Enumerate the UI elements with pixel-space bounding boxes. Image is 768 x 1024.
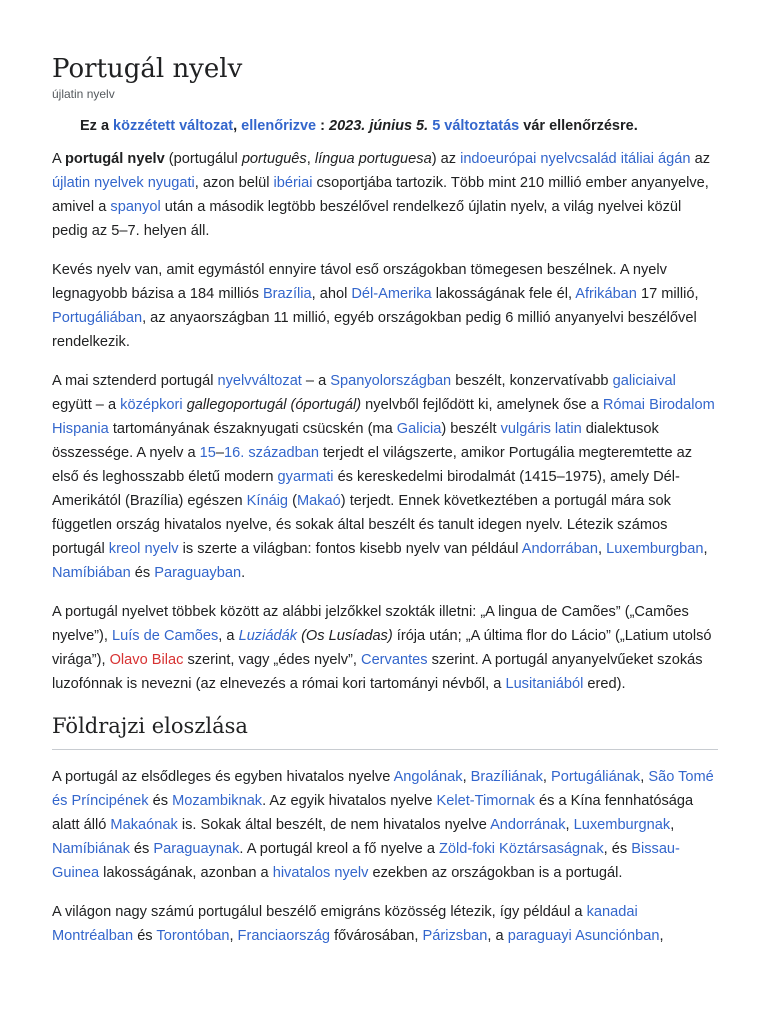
link-luis-de-camoes[interactable]: Luís de Camões xyxy=(112,628,219,644)
history-paragraph xyxy=(52,369,718,585)
link-makaonak[interactable]: Makaónak xyxy=(110,817,178,833)
italic-term: (Os Lusíadas) xyxy=(301,628,393,644)
published-version-link[interactable]: közzétett változat xyxy=(113,118,234,134)
review-date: 2023. június 5. xyxy=(329,118,429,134)
notice-text: : xyxy=(316,118,330,134)
text: ered). xyxy=(583,676,626,692)
link-kreol-nyelv[interactable]: kreol nyelv xyxy=(108,541,179,557)
text: , xyxy=(640,769,649,785)
text: ) beszélt xyxy=(441,421,501,437)
text: A portugál nyelvet többek között az alábbi jelzőkkel szokták illetni: „A lingua de Camões” („Camões nyelve”), xyxy=(52,604,689,644)
text: írója után; „A última flor do Lácio” („Latium utolsó virága”), xyxy=(52,628,712,668)
text: , az anyaországban 11 millió, egyéb országokban pedig 6 millió anyanyelvi beszélővel rendelkezik. xyxy=(52,310,697,350)
text: és kereskedelmi birodalmát (1415–1975), amely Dél-Amerikától (Brazília) egészen xyxy=(52,469,680,509)
text: terjedt el világszerte, amikor Portugália megteremtette az első és leghosszabb életű modern xyxy=(52,445,693,485)
text: , xyxy=(703,541,708,557)
text: , ahol xyxy=(311,286,352,302)
text: után a második legtöbb beszélővel rendelkező újlatin nyelv, a világ nyelvei közül pedig az 5–7. helyen áll. xyxy=(52,199,682,239)
link-portugalianak[interactable]: Portugáliának xyxy=(550,769,641,785)
text: az xyxy=(690,151,710,167)
notice-text: vár ellenőrzésre. xyxy=(519,118,638,134)
reviewed-link[interactable]: ellenőrizve xyxy=(241,118,317,134)
link-parizsban[interactable]: Párizsban xyxy=(422,928,488,944)
text: együtt – a xyxy=(52,397,121,413)
link-andorranak[interactable]: Andorrának xyxy=(490,817,566,833)
flagged-revision-notice xyxy=(80,116,638,136)
text: lakosságának, azonban a xyxy=(99,865,273,881)
text: , xyxy=(229,928,238,944)
text: és xyxy=(148,793,173,809)
text: fővárosában, xyxy=(330,928,423,944)
text: , xyxy=(670,817,675,833)
text: . Az egyik hivatalos nyelve xyxy=(262,793,437,809)
link-asuncionban[interactable]: Asunciónban xyxy=(575,928,660,944)
text: A xyxy=(52,151,65,167)
link-kelet-timornak[interactable]: Kelet-Timornak xyxy=(436,793,535,809)
page-subtitle: újlatin nyelv xyxy=(52,87,115,101)
notice-text: Ez a xyxy=(80,118,114,134)
link-torontoban[interactable]: Torontóban xyxy=(156,928,230,944)
italic-term: português xyxy=(241,151,307,167)
link-portugaliaban[interactable]: Portugáliában xyxy=(52,310,143,326)
emigrant-paragraph xyxy=(52,900,718,948)
text: ezekben az országokban is a portugál. xyxy=(368,865,623,881)
text: A mai sztenderd portugál xyxy=(52,373,218,389)
link-hispania[interactable]: Hispania xyxy=(52,421,109,437)
link-15[interactable]: 15 xyxy=(199,445,216,461)
link-hivatalos-nyelv[interactable]: hivatalos nyelv xyxy=(272,865,369,881)
link-franciaorszag[interactable]: Franciaország xyxy=(237,928,331,944)
speakers-paragraph xyxy=(52,258,718,354)
italic-term: Luziádák xyxy=(238,628,297,644)
text: ) az xyxy=(431,151,461,167)
text: , xyxy=(462,769,471,785)
text: . A portugál kreol a fő nyelve a xyxy=(239,841,439,857)
text: (portugálul xyxy=(164,151,242,167)
bold-term: portugál nyelv xyxy=(64,151,165,167)
link-indoeuropai[interactable]: indoeurópai xyxy=(460,151,537,167)
link-bissau-guinea[interactable]: Bissau-Guinea xyxy=(52,841,680,881)
link-galiciaival[interactable]: galiciaival xyxy=(612,373,676,389)
notice-text: , xyxy=(233,118,242,134)
link-kinaig[interactable]: Kínáig xyxy=(246,493,289,509)
link-brazilia[interactable]: Brazília xyxy=(262,286,312,302)
link-nyelvvaltozat[interactable]: nyelvváltozat xyxy=(217,373,302,389)
link-nyugati[interactable]: nyugati xyxy=(147,175,195,191)
text: és xyxy=(129,841,154,857)
link-luxemburgnak[interactable]: Luxemburgnak xyxy=(573,817,671,833)
text: szerint. A portugál anyanyelvűeket szokás luzofónnak is nevezni (az elnevezés a római kori tartományi névből, a xyxy=(52,652,703,692)
link-paraguaynak[interactable]: Paraguaynak xyxy=(153,841,240,857)
link-spanyol[interactable]: spanyol xyxy=(110,199,161,215)
link-romai-birodalom[interactable]: Római Birodalom xyxy=(602,397,715,413)
link-paraguayi[interactable]: paraguayi xyxy=(507,928,572,944)
text: – xyxy=(215,445,225,461)
link-namibiaban[interactable]: Namíbiában xyxy=(52,565,131,581)
link-luziadak[interactable] xyxy=(239,628,297,644)
text: , xyxy=(306,151,315,167)
link-gyarmati[interactable]: gyarmati xyxy=(277,469,334,485)
text: is. Sokak által beszélt, de nem hivatalos nyelve xyxy=(177,817,491,833)
link-luxemburgban[interactable]: Luxemburgban xyxy=(606,541,704,557)
text: Kevés nyelv van, amit egymástól ennyire távol eső országokban tömegesen beszélnek. A nyelv legnagyobb bázisa a 184 milliós xyxy=(52,262,667,302)
italic-term: língua portuguesa xyxy=(314,151,432,167)
text: , a xyxy=(487,928,508,944)
text: is szerte a világban: fontos kisebb nyelv van például xyxy=(178,541,522,557)
distribution-paragraph xyxy=(52,765,718,885)
link-paraguayban[interactable]: Paraguayban xyxy=(154,565,242,581)
link-kanadai[interactable]: kanadai xyxy=(586,904,638,920)
text: ) terjedt. Ennek következtében a portugál mára sok független ország hivatalos nyelve, és sokak által beszélt és tanult idegen nyelv. Létezik számos portugál xyxy=(52,493,671,557)
text: , és xyxy=(603,841,632,857)
link-del-amerika[interactable]: Dél-Amerika xyxy=(351,286,432,302)
text: , xyxy=(659,928,664,944)
article-content xyxy=(52,147,718,963)
link-kozepkori[interactable]: középkori xyxy=(120,397,183,413)
text: , azon belül xyxy=(194,175,274,191)
text: 17 millió, xyxy=(636,286,699,302)
link-braziliank[interactable]: Brazíliának xyxy=(470,769,543,785)
text: – a xyxy=(301,373,331,389)
link-lusitaniabol[interactable]: Lusitaniából xyxy=(505,676,584,692)
pending-changes-link[interactable]: 5 változtatás xyxy=(432,118,520,134)
link-namibianak[interactable]: Namíbiának xyxy=(52,841,130,857)
link-montrealban[interactable]: Montréalban xyxy=(52,928,134,944)
link-angolanak[interactable]: Angolának xyxy=(393,769,463,785)
link-nyelvcsalad[interactable]: nyelvcsalád xyxy=(540,151,617,167)
text: lakosságának fele él, xyxy=(431,286,576,302)
link-galicia[interactable]: Galicia xyxy=(396,421,442,437)
text: ( xyxy=(288,493,297,509)
text: beszélt, konzervatívabb xyxy=(451,373,613,389)
link-afrikaban[interactable]: Afrikában xyxy=(575,286,637,302)
text: A világon nagy számú portugálul beszélő emigráns közösség létezik, így például a xyxy=(52,904,587,920)
text: , xyxy=(565,817,574,833)
text: A portugál az elsődleges és egyben hivatalos nyelve xyxy=(52,769,394,785)
text: és xyxy=(130,565,155,581)
section-heading: Földrajzi eloszlása xyxy=(52,711,718,750)
link-zold-foki[interactable]: Zöld-foki Köztársaságnak xyxy=(439,841,604,857)
text: , a xyxy=(218,628,239,644)
text: . xyxy=(241,565,246,581)
epithets-paragraph xyxy=(52,600,718,696)
text: csoportjába tartozik. Több mint 210 millió ember anyanyelve, amivel a xyxy=(52,175,709,215)
text: nyelvből fejlődött ki, amelynek őse a xyxy=(361,397,603,413)
link-olavo-bilac[interactable]: Olavo Bilac xyxy=(109,652,184,668)
link-sao-tome[interactable]: São Tomé és Príncipének xyxy=(52,769,714,809)
text: és a Kína fennhatósága alatt álló xyxy=(52,793,694,833)
page-title: Portugál nyelv xyxy=(52,54,243,84)
italic-term: gallegoportugál (óportugál) xyxy=(186,397,362,413)
link-makao[interactable]: Makaó xyxy=(296,493,341,509)
link-iberiai[interactable]: ibériai xyxy=(273,175,313,191)
intro-paragraph xyxy=(52,147,718,243)
link-mozambiknak[interactable]: Mozambiknak xyxy=(172,793,263,809)
link-16-szazadban[interactable]: 16. században xyxy=(224,445,319,461)
text: dialektusok összessége. A nyelv a xyxy=(52,421,659,461)
text: tartományának északnyugati csücskén (ma xyxy=(108,421,397,437)
link-italiai-ag[interactable]: itáliai ágán xyxy=(620,151,691,167)
text: , xyxy=(542,769,551,785)
link-ujlatin-nyelvek[interactable]: újlatin nyelvek xyxy=(52,175,144,191)
link-vulgaris-latin[interactable]: vulgáris latin xyxy=(500,421,582,437)
text: , xyxy=(598,541,607,557)
link-cervantes[interactable]: Cervantes xyxy=(361,652,428,668)
link-spanyolorszagban[interactable]: Spanyolországban xyxy=(330,373,452,389)
text: szerint, vagy „édes nyelv”, xyxy=(183,652,362,668)
text: és xyxy=(133,928,157,944)
link-andorraban[interactable]: Andorrában xyxy=(521,541,599,557)
